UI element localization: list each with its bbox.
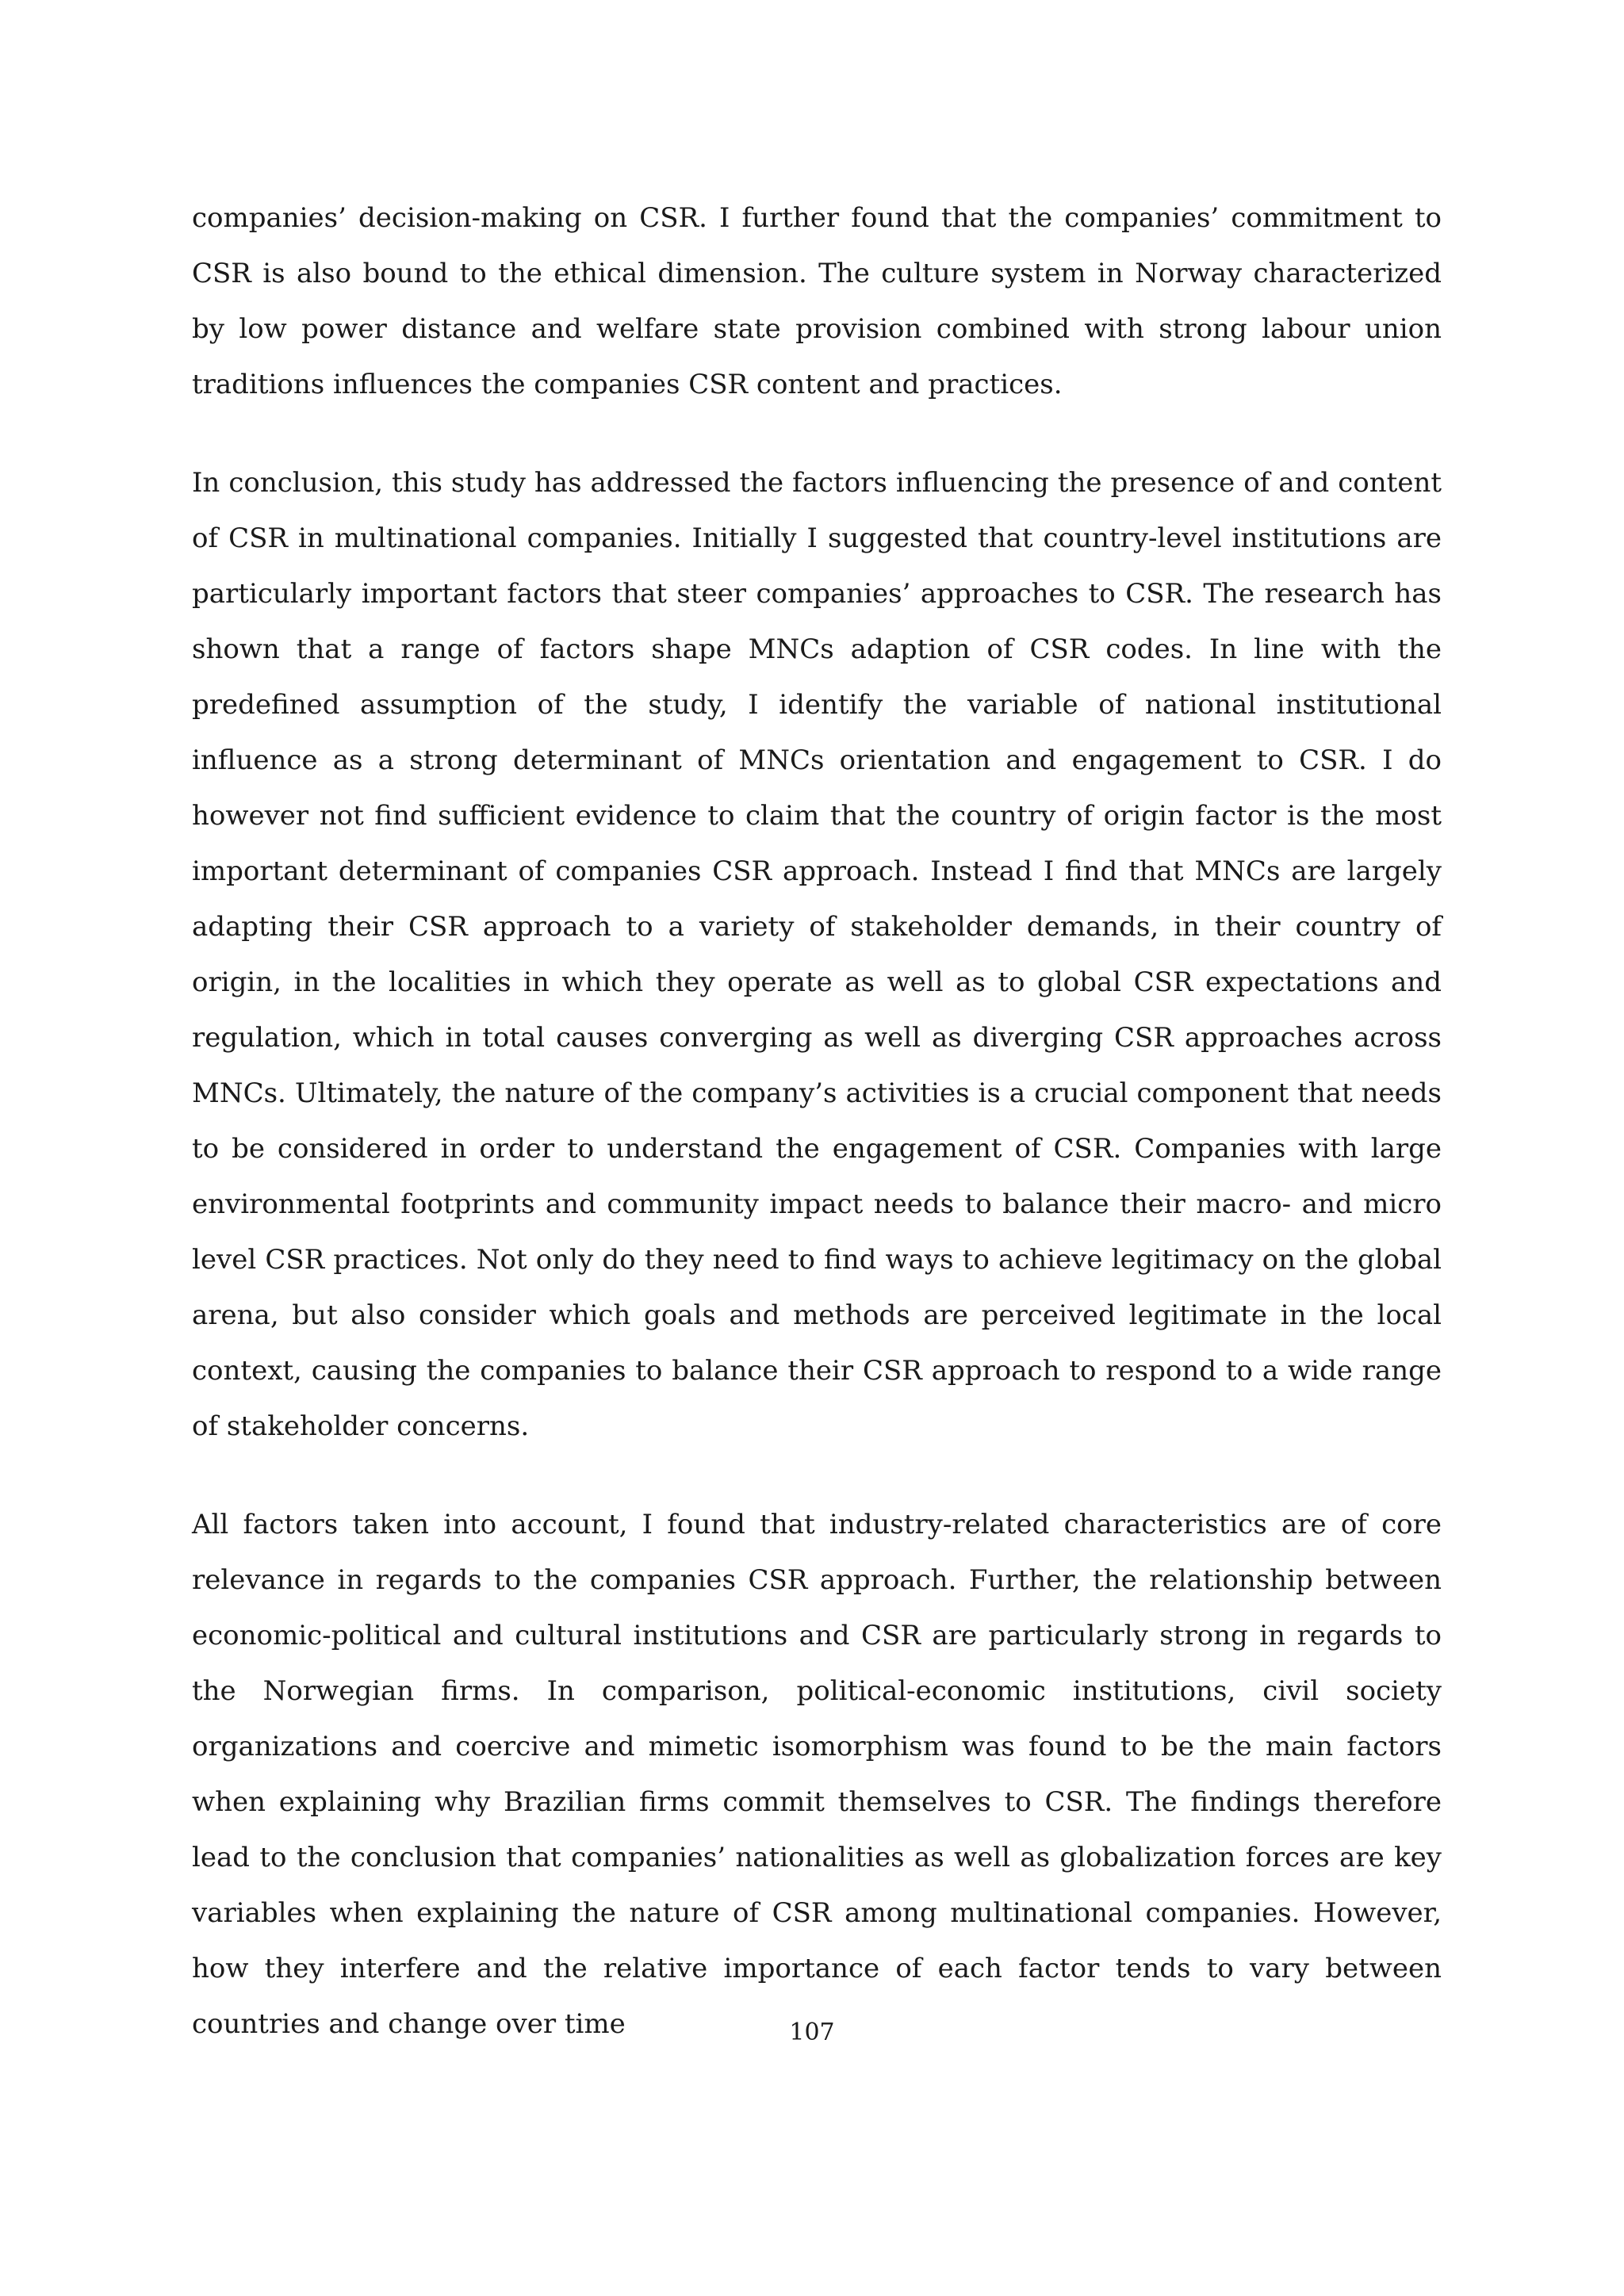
paragraph: companies’ decision-making on CSR. I further found that the companies’ commitment to CSR is also bound to the ethical dimension. The culture system in Norway characterized by low power distance and welfare state provision combined with strong labour union traditions influences the companies CSR content and practices.: [192, 202, 1442, 400]
paragraph: All factors taken into account, I found that industry-related characteristics are of core relevance in regards to the companies CSR approach. Further, the relationship between economic-political and cultural institutions and CSR are particularly strong in regards to the Norwegian firms. In comparison, political-economic institutions, civil society organizations and coercive and mimetic isomorphism was found to be the main factors when explaining why Brazilian firms commit themselves to CSR. The findings therefore lead to the conclusion that companies’ nationalities as well as globalization forces are key variables when explaining the nature of CSR among multinational companies. However, how they interfere and the relative importance of each factor tends to vary between countries and change over time: [192, 1509, 1442, 2040]
body-text: [192, 190, 1442, 2095]
page-number: 107: [789, 2019, 835, 2046]
paragraph: In conclusion, this study has addressed the factors influencing the presence of and content of CSR in multinational companies. Initially I suggested that country-level institutions are particularly important factors that steer companies’ approaches to CSR. The research has shown that a range of factors shape MNCs adaption of CSR codes. In line with the predefined assumption of the study, I identify the variable of national institutional influence as a strong determinant of MNCs orientation and engagement to CSR. I do however not find sufficient evidence to claim that the country of origin factor is the most important determinant of companies CSR approach. Instead I find that MNCs are largely adapting their CSR approach to a variety of stakeholder demands, in their country of origin, in the localities in which they operate as well as to global CSR expectations and regulation, which in total causes converging as well as diverging CSR approaches across MNCs. Ultimately, the nature of the company’s activities is a crucial component that needs to be considered in order to understand the engagement of CSR. Companies with large environmental footprints and community impact needs to balance their macro- and micro level CSR practices. Not only do they need to find ways to achieve legitimacy on the global arena, but also consider which goals and methods are perceived legitimate in the local context, causing the companies to balance their CSR approach to respond to a wide range of stakeholder concerns.: [192, 467, 1442, 1442]
